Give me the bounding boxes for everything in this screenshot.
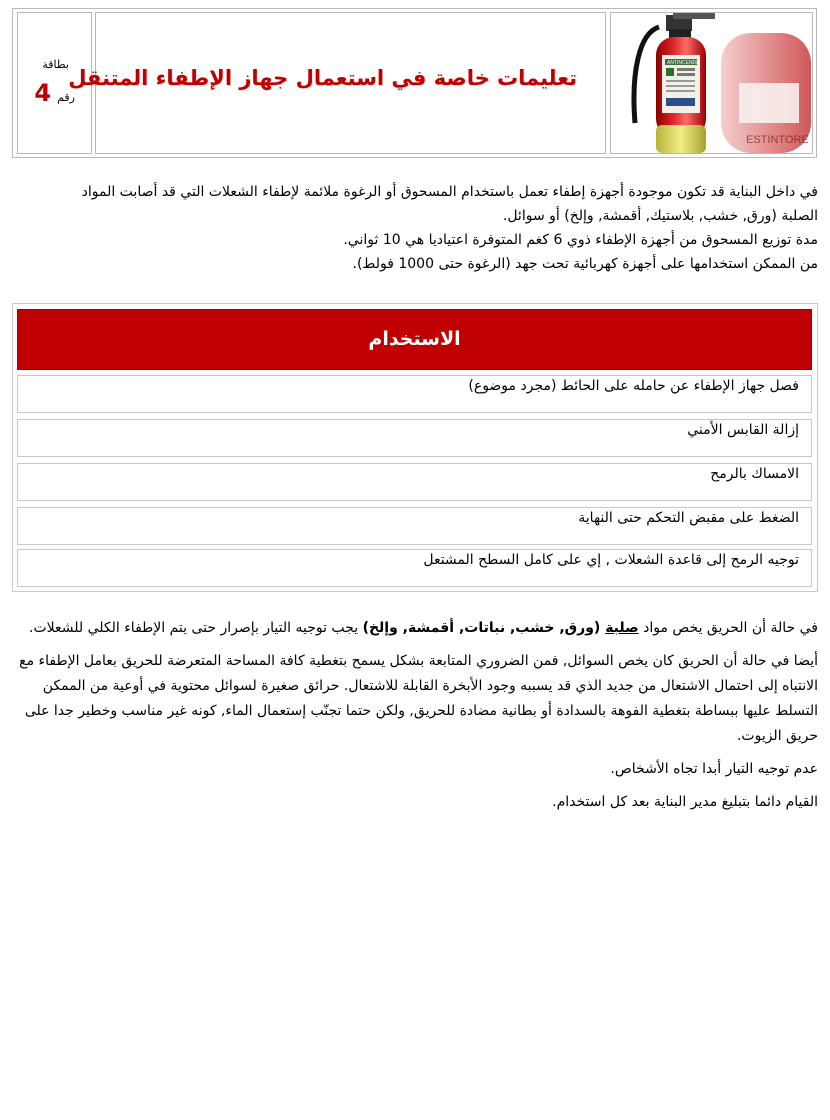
solid-materials-paragraph: [12, 616, 818, 641]
page-title: تعليمات خاصة في استعمال جهاز الإطفاء المتنقل: [68, 66, 577, 90]
usage-heading: الاستخدام: [17, 309, 812, 370]
image-cell: [610, 12, 813, 154]
intro-line: من الممكن استخدامها على أجهزة كهربائية تحت جهد (الرغوة حتى 1000 فولط).: [352, 256, 818, 272]
header-table: [12, 8, 817, 158]
warning-people: عدم توجيه التيار أبدا تجاه الأشخاص.: [610, 761, 818, 777]
materials-list: (ورق, خشب, نباتات, أقمشة, وإلخ): [362, 620, 606, 636]
usage-step: الضغط على مقبض التحكم حتى النهاية: [17, 507, 812, 545]
paragraph-text: في حالة أن الحريق يخص مواد: [638, 620, 818, 636]
paragraph-text: يجب توجيه التيار بإصرار حتى يتم الإطفاء الكلي للشعلات.: [29, 620, 363, 636]
usage-step: توجيه الرمح إلى قاعدة الشعلات , إي على كامل السطح المشتعل: [17, 549, 812, 587]
body-text: [12, 616, 818, 823]
solid-keyword: صلبة: [605, 620, 639, 636]
intro-line: مدة توزيع المسحوق من أجهزة الإطفاء ذوي 6 كغم المتوفرة اعتياديا هي 10 ثواني.: [343, 232, 818, 248]
card-number-label: رقم: [57, 91, 75, 104]
liquids-paragraph: أيضا في حالة أن الحريق كان يخص السوائل, فمن الضروري المتابعة بشكل يسمح بتغطية كافة المساحة المتعرضة للحريق بعامل الإطفاء مع الانتباه إلى احتمال الاشتعال من جديد الذي قد يسببه وجود الأبخرة القابلة للاشتعال. حرائق صغيرة لسوائل محتوية في أوعية من الممكن التسلط عليها ببساطة بتغطية الفوهة بالسدادة أو بطانية مضادة للحريق, ولكن حتما تجنّب إستعمال الماء, كونه غير مناسب وخطير جدا على حريق الزيوت.: [19, 653, 818, 744]
usage-step: الامساك بالرمح: [17, 463, 812, 501]
background-brand: ESTINTORE: [746, 134, 809, 146]
label-text: ANTINCENDI: [667, 60, 698, 66]
usage-table: [12, 303, 818, 592]
card-word: بطاقة: [42, 58, 69, 71]
intro-line: الصلبة (ورق, خشب, بلاستيك, أقمشة, وإلخ) أو سوائل.: [502, 208, 818, 224]
intro-paragraph: [12, 180, 818, 276]
usage-step: فصل جهاز الإطفاء عن حامله على الحائط (مجرد موضوع): [17, 375, 812, 413]
card-number: 4: [34, 79, 52, 107]
notify-manager: القيام دائما بتبليغ مدير البناية بعد كل استخدام.: [552, 794, 818, 810]
usage-step: إزالة القابس الأمني: [17, 419, 812, 457]
title-cell: [68, 12, 606, 154]
fire-extinguisher-icon: [611, 13, 812, 153]
intro-line: في داخل البناية قد تكون موجودة أجهزة إطفاء تعمل باستخدام المسحوق أو الرغوة ملائمة لإطفاء الشعلات التي قد أصابت المواد: [81, 184, 818, 200]
